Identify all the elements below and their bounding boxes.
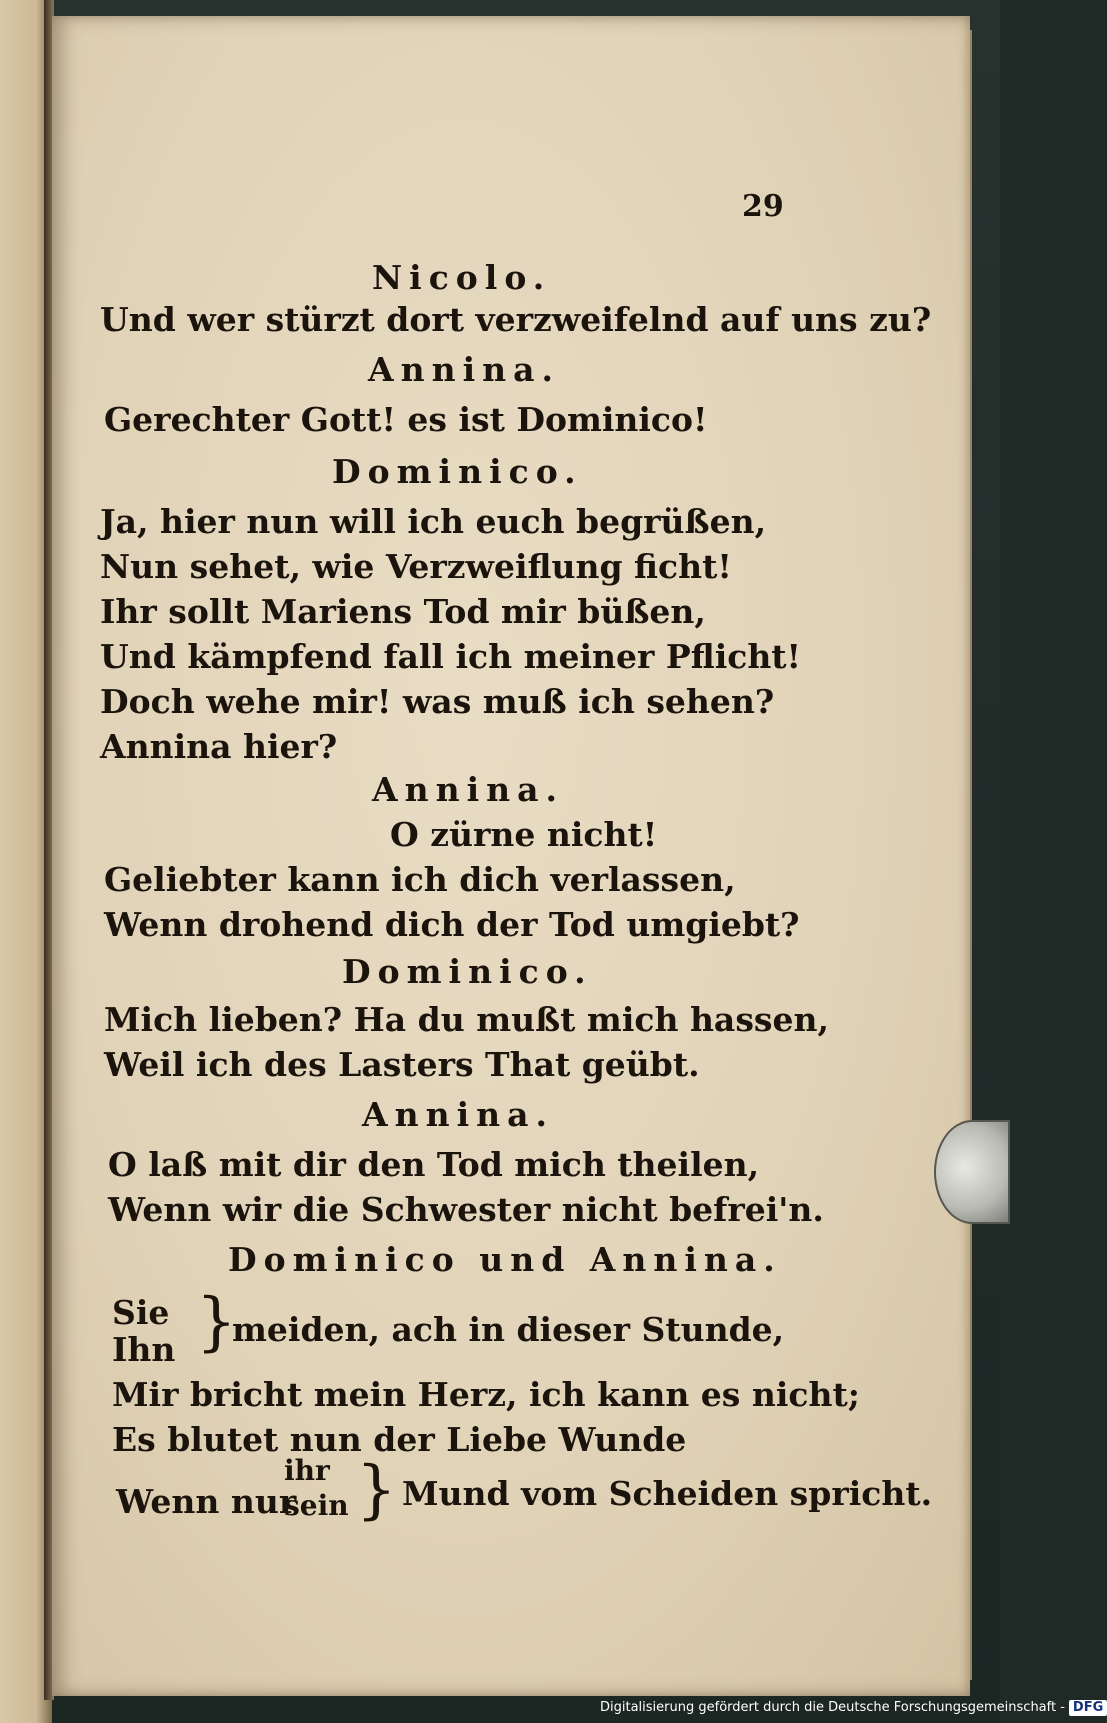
- verse-line: Nun sehet, wie Verzweiflung ficht!: [100, 547, 732, 586]
- verse-line: meiden, ach in dieser Stunde,: [232, 1310, 785, 1349]
- verse-line: Mir bricht mein Herz, ich kann es nicht;: [112, 1375, 860, 1414]
- verse-line: Geliebter kann ich dich verlassen,: [104, 860, 736, 899]
- speaker-dominico: Dominico.: [332, 452, 583, 491]
- verse-line: O zürne nicht!: [390, 815, 658, 854]
- verse-line: Annina hier?: [100, 727, 338, 766]
- speaker-nicolo: Nicolo.: [372, 258, 552, 297]
- verse-line: Ihr sollt Mariens Tod mir büßen,: [100, 592, 706, 631]
- verse-line: Ja, hier nun will ich euch begrüßen,: [100, 502, 767, 541]
- curly-brace: }: [196, 1285, 237, 1359]
- brace-option-upper: Sie: [112, 1293, 170, 1332]
- verse-line: Gerechter Gott! es ist Dominico!: [104, 400, 708, 439]
- dfg-logo: DFG: [1069, 1700, 1107, 1716]
- verse-line: Wenn drohend dich der Tod umgiebt?: [104, 905, 800, 944]
- verse-line: Wenn wir die Schwester nicht befrei'n.: [108, 1190, 824, 1229]
- speaker-annina: Annina.: [368, 350, 560, 389]
- brace-option-upper: ihr: [284, 1454, 330, 1487]
- speaker-annina: Annina.: [362, 1095, 554, 1134]
- verse-line: Und wer stürzt dort verzweifelnd auf uns zu?: [100, 300, 932, 339]
- verse-line: Und kämpfend fall ich meiner Pflicht!: [100, 637, 802, 676]
- credit-text: Digitalisierung gefördert durch die Deutsche Forschungsgemeinschaft -: [600, 1700, 1065, 1715]
- page-number: 29: [742, 189, 784, 224]
- speaker-dominico-und-annina: Dominico und Annina.: [228, 1240, 782, 1279]
- verse-line: O laß mit dir den Tod mich theilen,: [108, 1145, 760, 1184]
- curly-brace: }: [356, 1453, 397, 1527]
- verse-line: Weil ich des Lasters That geübt.: [104, 1045, 700, 1084]
- verse-line: Mich lieben? Ha du mußt mich hassen,: [104, 1000, 829, 1039]
- speaker-annina: Annina.: [372, 770, 564, 809]
- brace-option-lower: Ihn: [112, 1330, 176, 1369]
- verse-line: Mund vom Scheiden spricht.: [402, 1474, 933, 1513]
- verse-line: Es blutet nun der Liebe Wunde: [112, 1420, 687, 1459]
- digitization-credit: [600, 1697, 1104, 1719]
- brace-option-lower: sein: [284, 1489, 349, 1522]
- verse-prefix: Wenn nur: [116, 1482, 297, 1521]
- speaker-dominico: Dominico.: [342, 952, 593, 991]
- verse-line: Doch wehe mir! was muß ich sehen?: [100, 682, 775, 721]
